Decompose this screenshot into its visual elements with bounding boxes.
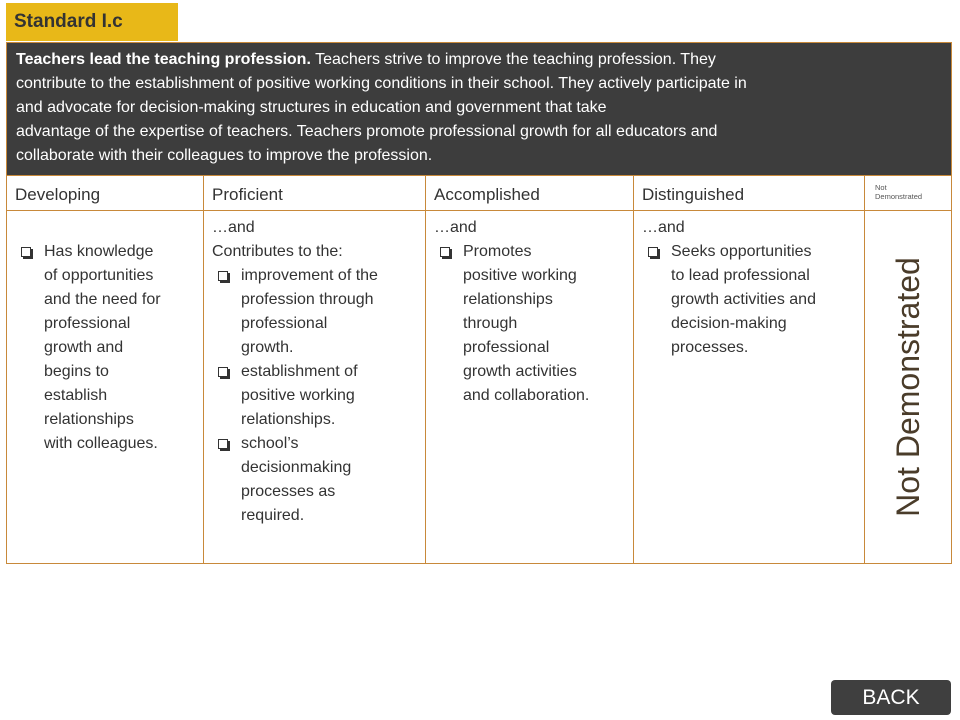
distinguished-cell [634,211,865,563]
distinguished-and: …and [642,219,685,236]
header-not-demonstrated-line-2: Demonstrated [875,192,923,201]
rubric-item-line: school’s [241,435,299,452]
rubric-item-line: improvement of the [241,267,378,284]
rubric-item-line: professional [463,339,550,356]
checkbox-bullet-icon [218,367,228,377]
description-line-2: contribute to the establishment of positive working conditions in their school. They actively participate in [16,75,747,92]
proficient-intro: Contributes to the: [212,243,343,260]
rubric-item-line: Has knowledge [44,243,154,260]
rubric-item-line: growth. [241,339,294,356]
rubric-item-line: to lead professional [671,267,810,284]
rubric-item-line: growth and [44,339,124,356]
checkbox-bullet-icon [218,439,228,449]
rubric-item-line: processes as [241,483,336,500]
checkbox-bullet-icon [21,247,31,257]
rating-body-row [7,211,951,563]
rubric-item [642,240,858,360]
accomplished-cell [426,211,634,563]
rubric-item-line: with colleagues. [44,435,158,452]
rubric-item-line: profession through [241,291,374,308]
rubric-item-line: relationships [463,291,553,308]
rubric-item-line: decisionmaking [241,459,352,476]
rubric-item-line: and collaboration. [463,387,590,404]
rubric-item-line: through [463,315,518,332]
header-not-demonstrated-line-1: Not [875,183,887,192]
rubric-item-line: Seeks opportunities [671,243,812,260]
accomplished-and: …and [434,219,477,236]
proficient-cell [204,211,426,563]
rubric-item-line: establishment of [241,363,358,380]
standard-tag: Standard I.c [6,3,178,41]
distinguished-list [642,240,858,360]
back-button[interactable]: BACK [831,680,951,715]
rubric-item-line: growth activities [463,363,577,380]
description-line-4: advantage of the expertise of teachers. Teachers promote professional growth for all educators and [16,123,718,140]
description-line-3: and advocate for decision-making structures in education and government that take [16,99,607,116]
checkbox-bullet-icon [440,247,450,257]
rubric-item-line: relationships. [241,411,336,428]
proficient-and: …and [212,219,255,236]
rubric-item-line: required. [241,507,305,524]
accomplished-list [434,240,627,408]
rubric-item-line: positive working [463,267,577,284]
rubric-item-line: decision-making [671,315,787,332]
developing-list [15,240,197,456]
header-proficient: Proficient [204,176,426,210]
not-demonstrated-cell [865,211,951,563]
header-developing: Developing [7,176,204,210]
rubric-item-line: of opportunities [44,267,154,284]
rubric-item-line: Promotes [463,243,532,260]
checkbox-bullet-icon [648,247,658,257]
rubric-item-line: professional [44,315,131,332]
rubric-item-line: establish [44,387,108,404]
not-demonstrated-label: Not Demonstrated [890,257,926,517]
standard-description [7,43,951,175]
rating-header-row [7,175,951,211]
rubric-item-line: relationships [44,411,134,428]
rubric-item [434,240,627,408]
rubric-item [212,432,419,528]
rubric-item-line: positive working [241,387,355,404]
rubric-item-line: and the need for [44,291,161,308]
description-line-1-rest: Teachers strive to improve the teaching profession. They [310,51,716,68]
rubric-item [15,240,197,456]
rubric-item-line: processes. [671,339,749,356]
checkbox-bullet-icon [218,271,228,281]
proficient-list [212,264,419,528]
description-line-1 [16,48,941,72]
rubric-table [6,42,952,564]
description-line-5: collaborate with their colleagues to improve the profession. [16,147,433,164]
header-not-demonstrated [865,176,951,210]
rubric-item-line: growth activities and [671,291,816,308]
description-lead: Teachers lead the teaching profession. [16,51,311,68]
rubric-item [212,264,419,360]
header-accomplished: Accomplished [426,176,634,210]
developing-cell [7,211,204,563]
rubric-item-line: professional [241,315,328,332]
rubric-item-line: begins to [44,363,109,380]
rubric-item [212,360,419,432]
header-distinguished: Distinguished [634,176,865,210]
